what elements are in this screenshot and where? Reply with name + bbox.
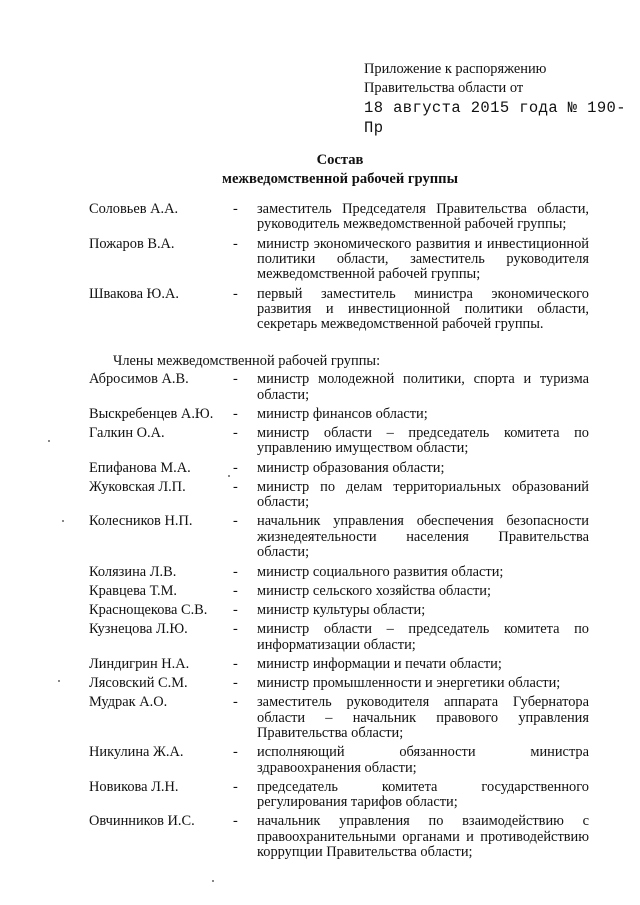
- list-item: [89, 372, 589, 403]
- list-item: [89, 565, 589, 580]
- list-item: [89, 676, 589, 691]
- members-heading: Члены межведомственной рабочей группы:: [113, 352, 381, 369]
- person-role: министр сельского хозяйства области;: [257, 582, 491, 599]
- person-name: Лясовский С.М.: [89, 674, 188, 691]
- members-section: [89, 372, 589, 860]
- person-name: Выскребенцев А.Ю.: [89, 405, 214, 422]
- appendix-header: [364, 60, 640, 138]
- composition-list: [89, 202, 589, 864]
- list-item: [89, 603, 589, 618]
- person-name: Линдигрин Н.А.: [89, 655, 190, 672]
- dash-separator: -: [233, 425, 238, 442]
- list-item: [89, 695, 589, 741]
- dash-separator: -: [233, 694, 238, 711]
- dash-separator: -: [233, 655, 238, 672]
- dash-separator: -: [233, 778, 238, 795]
- person-role: министр области – председатель комитета по информатизации области;: [257, 621, 589, 653]
- scan-mark: [62, 520, 64, 522]
- person-role: министр молодежной политики, спорта и туризма области;: [257, 371, 589, 403]
- person-name: Кравцева Т.М.: [89, 582, 177, 599]
- dash-separator: -: [233, 459, 238, 476]
- person-name: Абросимов А.В.: [89, 371, 189, 388]
- list-item: [89, 780, 589, 811]
- dash-separator: -: [233, 674, 238, 691]
- appendix-date-number: 18 августа 2015 года № 190-Пр: [364, 99, 626, 137]
- scan-mark: [58, 680, 60, 682]
- person-name: Овчинников И.С.: [89, 813, 195, 830]
- person-name: Жуковская Л.П.: [89, 478, 186, 495]
- person-name: Соловьев А.А.: [89, 201, 179, 217]
- dash-separator: -: [233, 285, 238, 302]
- person-role: министр информации и печати области;: [257, 655, 502, 672]
- person-name: Мудрак А.О.: [89, 694, 168, 711]
- person-name: Краснощекова С.В.: [89, 601, 208, 618]
- person-name: Новикова Л.Н.: [89, 778, 179, 795]
- person-name: Никулина Ж.А.: [89, 744, 184, 761]
- scan-mark: [48, 440, 50, 442]
- person-role: исполняющий обязанности министра здравоохранения области;: [257, 744, 589, 776]
- person-name: Епифанова М.А.: [89, 459, 191, 476]
- person-name: Колязина Л.В.: [89, 563, 177, 580]
- list-item: [89, 202, 589, 233]
- list-item: [89, 745, 589, 776]
- dash-separator: -: [233, 201, 238, 217]
- list-item: [89, 237, 589, 283]
- person-name: Швакова Ю.А.: [89, 285, 179, 302]
- list-item: [89, 622, 589, 653]
- person-name: Кузнецова Л.Ю.: [89, 621, 188, 638]
- list-item: [89, 657, 589, 672]
- person-name: Пожаров В.А.: [89, 235, 175, 252]
- document-title: [0, 151, 640, 189]
- list-item: [89, 480, 589, 511]
- dash-separator: -: [233, 513, 238, 530]
- person-role: министр экономического развития и инвестиционной политики области, заместитель руководителя межведомственной рабочей группы;: [257, 235, 589, 283]
- list-item: [89, 584, 589, 599]
- person-role: начальник управления обеспечения безопасности жизнедеятельности населения Правительства области;: [257, 513, 589, 561]
- dash-separator: -: [233, 582, 238, 599]
- list-item: [89, 814, 589, 860]
- dash-separator: -: [233, 563, 238, 580]
- list-item: [89, 426, 589, 457]
- dash-separator: -: [233, 478, 238, 495]
- dash-separator: -: [233, 601, 238, 618]
- person-name: Колесников Н.П.: [89, 513, 193, 530]
- person-role: министр культуры области;: [257, 601, 426, 618]
- appendix-line-1: Приложение к распоряжению: [364, 61, 547, 77]
- dash-separator: -: [233, 621, 238, 638]
- list-item: [89, 407, 589, 422]
- list-item: [89, 287, 589, 333]
- appendix-line-2: Правительства области от: [364, 80, 524, 96]
- person-role: председатель комитета государственного регулирования тарифов области;: [257, 778, 589, 811]
- person-role: министр по делам территориальных образований области;: [257, 478, 589, 511]
- title-line-1: Состав: [316, 152, 364, 168]
- person-role: первый заместитель министра экономического развития и инвестиционной политики области, секретарь межведомственной рабочей группы.: [257, 285, 589, 333]
- person-role: министр промышленности и энергетики области;: [257, 674, 561, 691]
- person-role: министр образования области;: [257, 459, 445, 476]
- title-line-2: межведомственной рабочей группы: [222, 171, 458, 187]
- person-role: министр социального развития области;: [257, 563, 504, 580]
- list-item: [89, 461, 589, 476]
- dash-separator: -: [233, 813, 238, 830]
- dash-separator: -: [233, 744, 238, 761]
- person-role: начальник управления по взаимодействию с правоохранительными органами и противодействию коррупции Правительства области;: [257, 813, 589, 861]
- person-role: министр финансов области;: [257, 405, 428, 422]
- list-item: [89, 514, 589, 560]
- scan-mark: [212, 880, 214, 882]
- dash-separator: -: [233, 235, 238, 252]
- dash-separator: -: [233, 371, 238, 388]
- leaders-section: [89, 202, 589, 333]
- person-name: Галкин О.А.: [89, 425, 165, 442]
- dash-separator: -: [233, 405, 238, 422]
- person-role: заместитель руководителя аппарата Губернатора области – начальник правового управления Правительства области;: [257, 694, 589, 741]
- scan-mark: [228, 475, 230, 477]
- person-role: заместитель Председателя Правительства области, руководитель межведомственной рабочей группы;: [257, 201, 589, 233]
- person-role: министр области – председатель комитета по управлению имуществом области;: [257, 425, 589, 457]
